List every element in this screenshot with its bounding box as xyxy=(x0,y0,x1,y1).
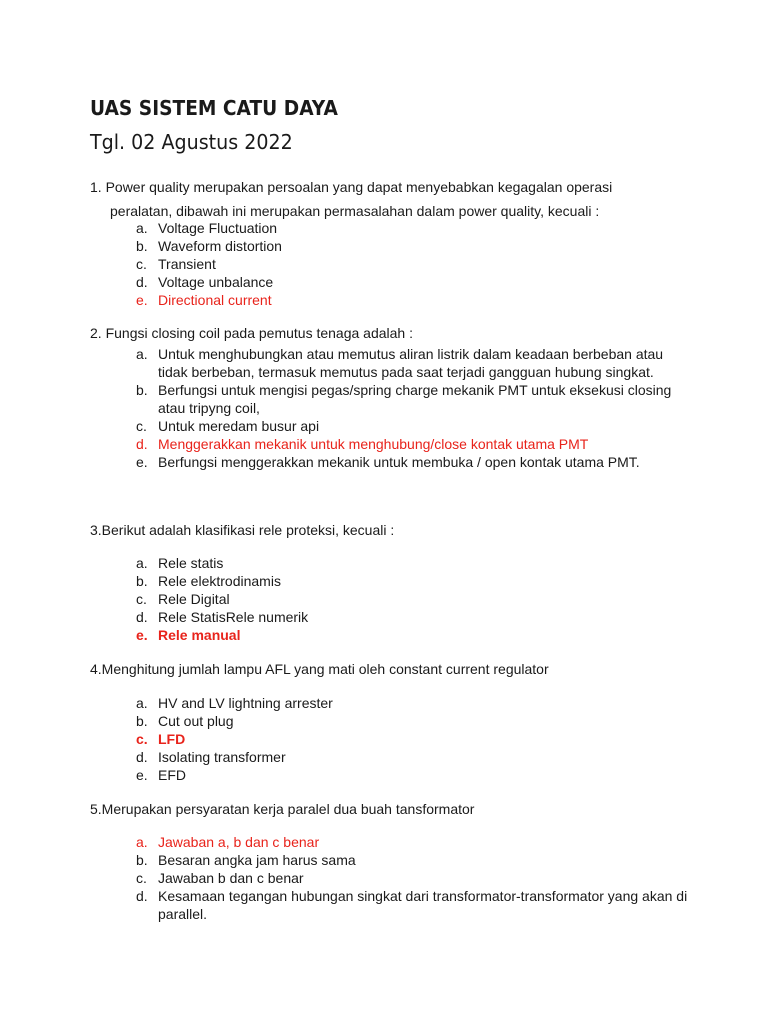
question-5: 5.Merupakan persyaratan kerja paralel dua buah tansformator xyxy=(90,801,475,817)
option-1e-answer: e. Directional current xyxy=(136,292,272,308)
question-2-options xyxy=(136,345,696,471)
option-2c: c. Untuk meredam busur api xyxy=(136,418,320,434)
question-1-line-2: peralatan, dibawah ini merupakan permasalahan dalam power quality, kecuali : xyxy=(110,203,600,219)
option-1d: d. Voltage unbalance xyxy=(136,274,274,290)
question-5-options xyxy=(136,833,696,923)
option-2a: a. Untuk menghubungkan atau memutus aliran listrik dalam keadaan berbeban atau tidak berbeban, termasuk memutus pada saat terjadi gangguan hubung singkat. xyxy=(136,346,664,380)
option-4b: b. Cut out plug xyxy=(136,713,234,729)
question-4-options xyxy=(136,694,696,784)
question-1-line-1: 1. Power quality merupakan persoalan yang dapat menyebabkan kegagalan operasi xyxy=(90,179,613,195)
option-2e: e. Berfungsi menggerakkan mekanik untuk membuka / open kontak utama PMT. xyxy=(136,454,640,470)
option-1b: b. Waveform distortion xyxy=(136,238,282,254)
question-2: 2. Fungsi closing coil pada pemutus tenaga adalah : xyxy=(90,325,413,341)
option-5c: c. Jawaban b dan c benar xyxy=(136,870,304,886)
option-3b: b. Rele elektrodinamis xyxy=(136,573,281,589)
option-4e: e. EFD xyxy=(136,767,186,783)
question-1-options xyxy=(136,219,696,309)
option-3e-answer: e. Rele manual xyxy=(136,627,241,643)
option-4c-answer: c. LFD xyxy=(136,731,186,747)
document-date: Tgl. 02 Agustus 2022 xyxy=(90,130,293,154)
option-5b: b. Besaran angka jam harus sama xyxy=(136,852,356,868)
option-3d: d. Rele StatisRele numerik xyxy=(136,609,309,625)
option-5a-answer: a. Jawaban a, b dan c benar xyxy=(136,834,320,850)
question-4: 4.Menghitung jumlah lampu AFL yang mati oleh constant current regulator xyxy=(90,661,549,677)
question-3-options xyxy=(136,554,696,644)
option-4a: a. HV and LV lightning arrester xyxy=(136,695,333,711)
option-3a: a. Rele statis xyxy=(136,555,224,571)
option-3c: c. Rele Digital xyxy=(136,591,230,607)
option-5d: d. Kesamaan tegangan hubungan singkat dari transformator-transformator yang akan di parallel. xyxy=(136,888,688,922)
document-title: UAS SISTEM CATU DAYA xyxy=(90,96,338,120)
option-4d: d. Isolating transformer xyxy=(136,749,286,765)
option-2b: b. Berfungsi untuk mengisi pegas/spring charge mekanik PMT untuk eksekusi closing atau tripyng coil, xyxy=(136,382,672,416)
option-1a: a. Voltage Fluctuation xyxy=(136,220,278,236)
option-2d-answer: d. Menggerakkan mekanik untuk menghubung/close kontak utama PMT xyxy=(136,436,589,452)
option-1c: c. Transient xyxy=(136,256,216,272)
question-3: 3.Berikut adalah klasifikasi rele proteksi, kecuali : xyxy=(90,522,395,538)
